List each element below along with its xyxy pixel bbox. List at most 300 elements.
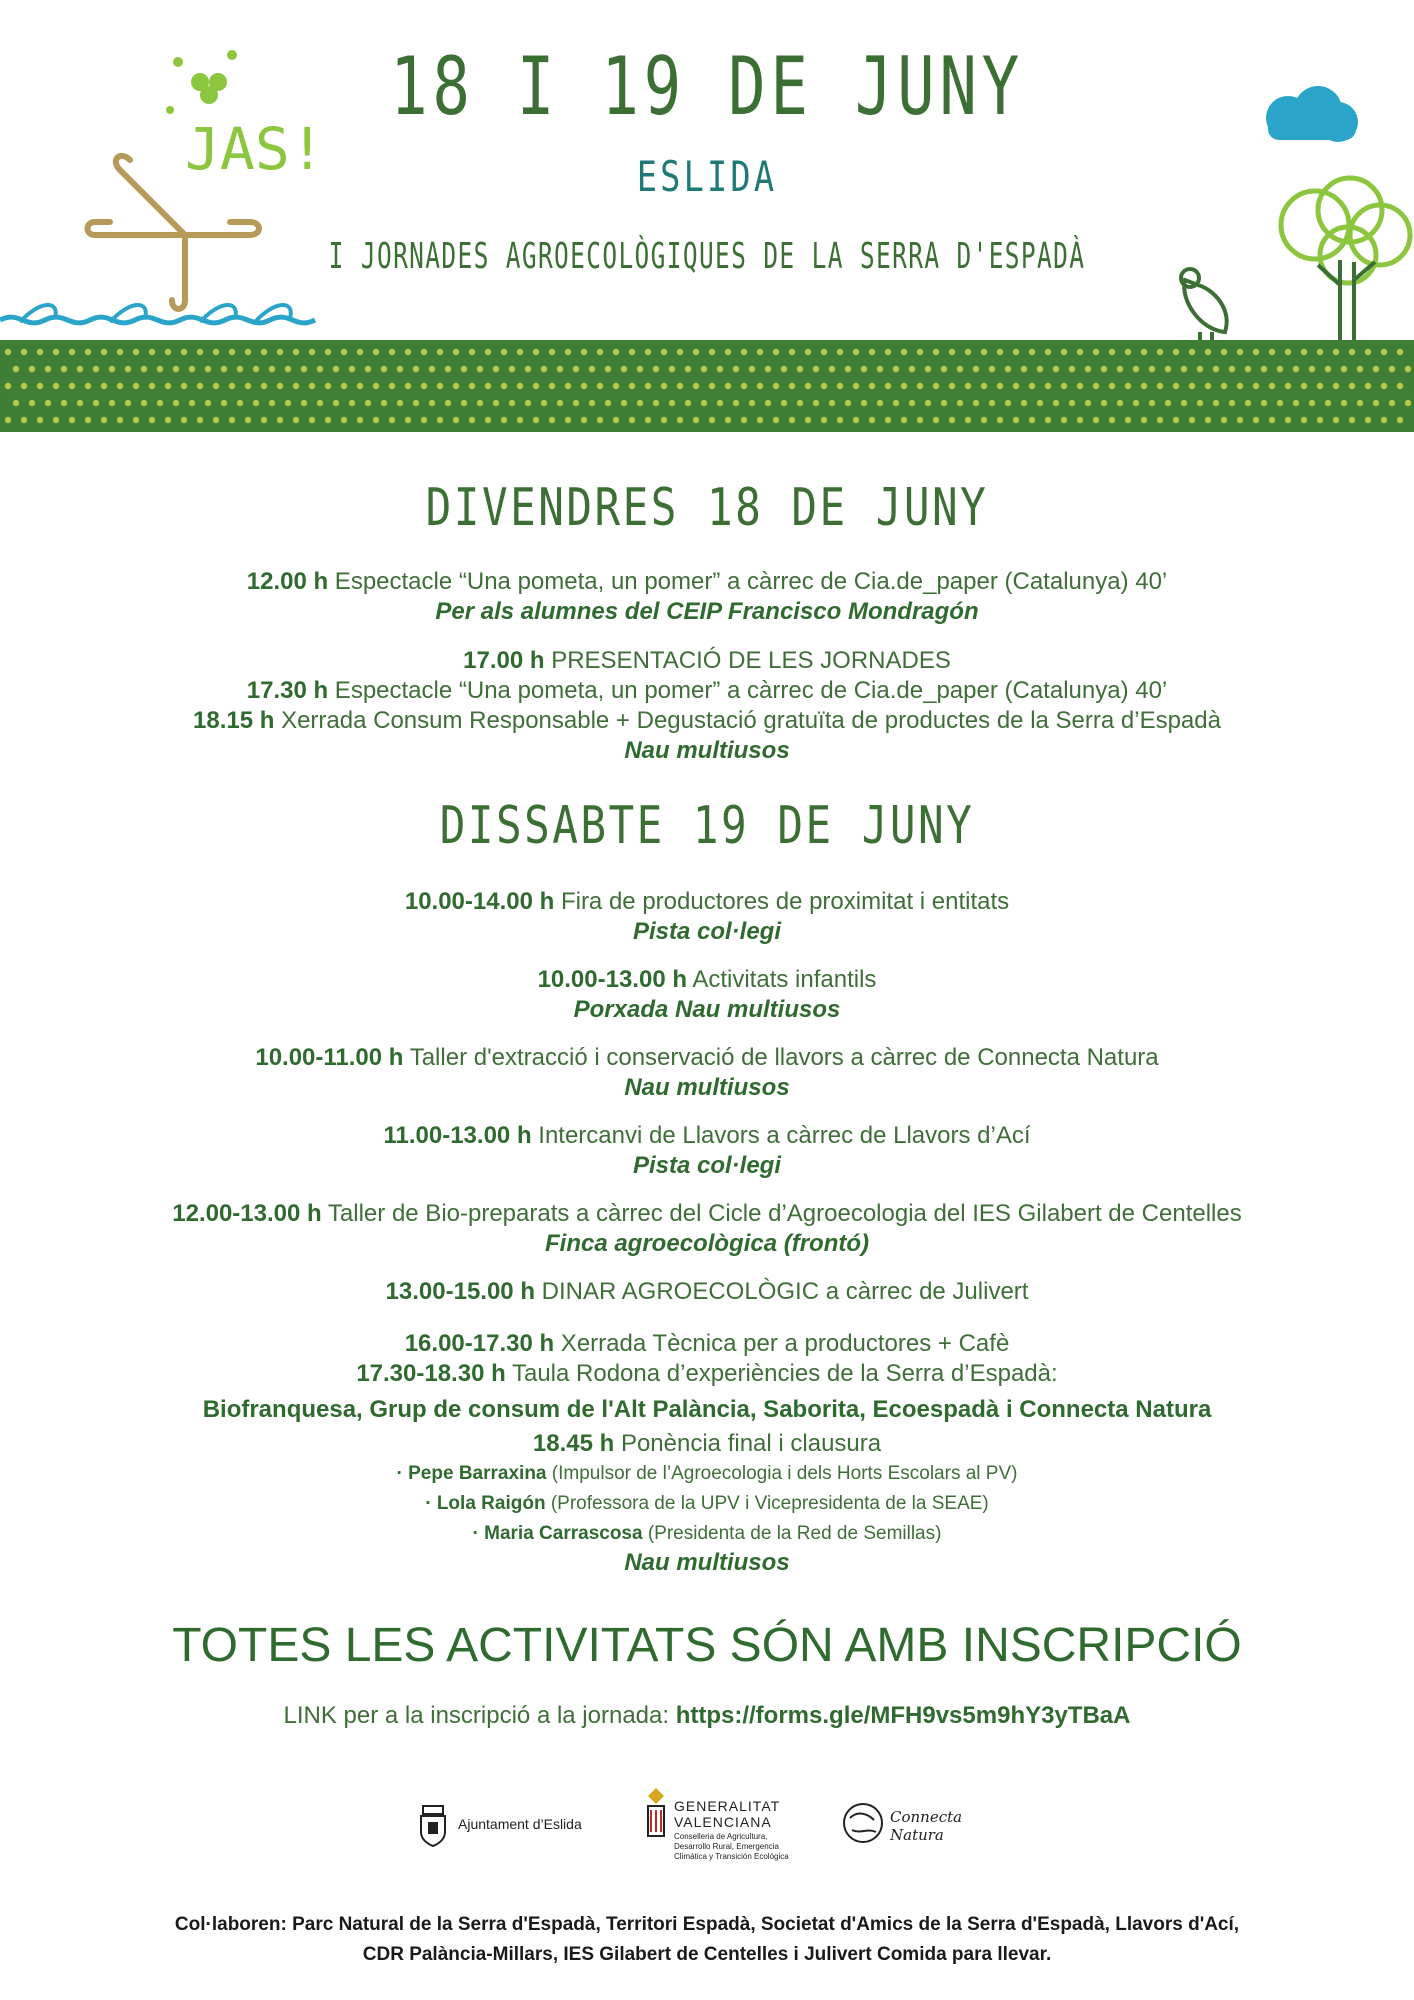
band-dot: [1293, 366, 1299, 372]
band-dot: [693, 349, 699, 355]
saturday-location: Nau multiusos: [624, 1074, 790, 1101]
band-dot: [589, 366, 595, 372]
band-dot: [293, 349, 299, 355]
band-dot: [509, 400, 515, 406]
band-dot: [213, 383, 219, 389]
band-dot: [461, 400, 467, 406]
band-dot: [1173, 349, 1179, 355]
band-dot: [725, 383, 731, 389]
band-dot: [813, 400, 819, 406]
band-dot: [981, 417, 987, 423]
band-dot: [1317, 417, 1323, 423]
band-dot: [1293, 400, 1299, 406]
band-dot: [965, 349, 971, 355]
band-dot: [629, 349, 635, 355]
saturday-item: 11.00-13.00 h Intercanvi de Llavors a càrrec de Llavors d’Ací: [383, 1122, 1031, 1149]
band-dot: [253, 400, 259, 406]
band-dot: [773, 383, 779, 389]
band-dot: [501, 417, 507, 423]
band-dot: [789, 383, 795, 389]
band-dot: [653, 400, 659, 406]
band-dot: [1269, 417, 1275, 423]
band-dot: [981, 383, 987, 389]
band-dot: [165, 383, 171, 389]
band-dot: [325, 349, 331, 355]
band-dot: [101, 349, 107, 355]
band-dot: [1029, 349, 1035, 355]
band-dot: [365, 400, 371, 406]
saturday-item: 13.00-15.00 h DINAR AGROECOLÒGIC a càrrec de Julivert: [385, 1278, 1029, 1305]
band-dot: [1189, 383, 1195, 389]
band-dot: [397, 366, 403, 372]
band-dot: [925, 366, 931, 372]
band-dot: [1109, 349, 1115, 355]
saturday-item: 10.00-11.00 h Taller d'extracció i conservació de llavors a càrrec de Connecta Natura: [255, 1044, 1159, 1071]
band-dot: [53, 417, 59, 423]
band-dot: [1181, 400, 1187, 406]
band-dot: [613, 383, 619, 389]
band-dot: [629, 383, 635, 389]
band-dot: [661, 417, 667, 423]
band-dot: [845, 366, 851, 372]
band-dot: [1141, 383, 1147, 389]
band-dot: [1349, 383, 1355, 389]
band-dot: [1333, 383, 1339, 389]
band-dot: [581, 417, 587, 423]
band-dot: [245, 383, 251, 389]
band-dot: [165, 349, 171, 355]
band-dot: [645, 349, 651, 355]
band-dot: [1037, 366, 1043, 372]
saturday-item: 10.00-14.00 h Fira de productores de proximitat i entitats: [404, 888, 1010, 915]
band-dot: [909, 366, 915, 372]
band-dot: [613, 417, 619, 423]
band-dot: [1205, 349, 1211, 355]
band-dot: [909, 400, 915, 406]
band-dot: [725, 417, 731, 423]
band-dot: [597, 349, 603, 355]
band-dot: [605, 400, 611, 406]
band-dot: [493, 400, 499, 406]
band-dot: [301, 400, 307, 406]
band-dot: [357, 417, 363, 423]
band-dot: [829, 400, 835, 406]
band-dot: [1229, 366, 1235, 372]
band-dot: [29, 400, 35, 406]
band-dot: [1013, 349, 1019, 355]
band-dot: [437, 417, 443, 423]
band-dot: [333, 400, 339, 406]
band-dot: [525, 400, 531, 406]
band-dot: [237, 366, 243, 372]
band-dot: [1357, 366, 1363, 372]
band-dot: [1125, 383, 1131, 389]
band-dot: [485, 349, 491, 355]
band-dot: [533, 349, 539, 355]
band-dot: [1357, 400, 1363, 406]
band-dot: [597, 417, 603, 423]
band-dot: [1333, 417, 1339, 423]
generalitat-logo: [644, 1786, 824, 1866]
band-dot: [581, 349, 587, 355]
band-dot: [1253, 383, 1259, 389]
band-dot: [549, 349, 555, 355]
band-dot: [5, 417, 11, 423]
band-dot: [1389, 366, 1395, 372]
band-dot: [517, 383, 523, 389]
band-dot: [509, 366, 515, 372]
band-dot: [1077, 417, 1083, 423]
band-dot: [1117, 366, 1123, 372]
band-dot: [69, 417, 75, 423]
gv-line2: VALENCIANA: [674, 1814, 772, 1830]
band-dot: [501, 383, 507, 389]
band-dot: [189, 400, 195, 406]
band-dot: [1325, 400, 1331, 406]
band-dot: [1125, 349, 1131, 355]
band-dot: [653, 366, 659, 372]
band-dot: [1165, 400, 1171, 406]
band-dot: [941, 366, 947, 372]
band-dot: [21, 383, 27, 389]
gv-sub2: Desarrollo Rural, Emergencia: [674, 1842, 779, 1851]
speaker: · Pepe Barraxina (Impulsor de l’Agroecologia i dels Horts Escolars al PV): [396, 1463, 1018, 1484]
saturday-location: Pista col·legi: [632, 918, 782, 945]
band-dot: [853, 417, 859, 423]
band-dot: [1261, 400, 1267, 406]
roundtable-participants: Biofranquesa, Grup de consum de l'Alt Palància, Saborita, Ecoespadà i Connecta Natura: [202, 1396, 1212, 1423]
band-dot: [341, 383, 347, 389]
saturday-item: 18.45 h Ponència final i clausura: [532, 1430, 882, 1457]
band-dot: [1157, 383, 1163, 389]
band-dot: [749, 366, 755, 372]
friday-item: 17.00 h PRESENTACIÓ DE LES JORNADES: [463, 647, 951, 674]
band-dot: [197, 383, 203, 389]
band-dot: [1165, 366, 1171, 372]
band-dot: [1029, 383, 1035, 389]
band-dot: [541, 400, 547, 406]
band-dot: [1341, 400, 1347, 406]
band-dot: [1125, 417, 1131, 423]
band-dot: [165, 417, 171, 423]
connecta-line2: Natura: [890, 1826, 944, 1844]
band-dot: [205, 366, 211, 372]
band-dot: [837, 349, 843, 355]
band-dot: [645, 417, 651, 423]
band-dot: [261, 383, 267, 389]
band-dot: [149, 417, 155, 423]
band-dot: [1045, 417, 1051, 423]
band-dot: [853, 383, 859, 389]
band-dot: [397, 400, 403, 406]
band-dot: [1381, 349, 1387, 355]
band-dot: [1237, 417, 1243, 423]
band-dot: [21, 349, 27, 355]
band-dot: [1253, 349, 1259, 355]
band-dot: [309, 383, 315, 389]
band-dot: [285, 366, 291, 372]
band-dot: [933, 417, 939, 423]
gv-line1: GENERALITAT: [674, 1798, 781, 1814]
band-dot: [77, 400, 83, 406]
band-dot: [1277, 366, 1283, 372]
band-dot: [837, 383, 843, 389]
gv-sub3: Climática y Transición Ecológica: [674, 1852, 789, 1861]
band-dot: [877, 400, 883, 406]
band-dot: [453, 417, 459, 423]
band-dot: [765, 400, 771, 406]
band-dot: [1229, 400, 1235, 406]
band-dot: [685, 400, 691, 406]
band-dot: [13, 366, 19, 372]
band-dot: [245, 417, 251, 423]
band-dot: [1101, 366, 1107, 372]
connecta-line1: Connecta: [890, 1808, 963, 1826]
band-dot: [157, 400, 163, 406]
band-dot: [1205, 417, 1211, 423]
band-dot: [957, 366, 963, 372]
band-dot: [469, 383, 475, 389]
event-place: ESLIDA: [636, 152, 778, 201]
band-dot: [205, 400, 211, 406]
speaker: · Maria Carrascosa (Presidenta de la Red de Semillas): [472, 1523, 942, 1544]
band-dot: [1277, 400, 1283, 406]
band-dot: [1133, 366, 1139, 372]
band-dot: [141, 366, 147, 372]
friday-item: 17.30 h Espectacle “Una pometa, un pomer” a càrrec de Cia.de_paper (Catalunya) 40’: [246, 677, 1168, 704]
band-dot: [781, 400, 787, 406]
band-dot: [373, 349, 379, 355]
friday-item: 18.15 h Xerrada Consum Responsable + Degustació gratuïta de productes de la Serra d’Espadà: [193, 707, 1221, 734]
band-dot: [565, 417, 571, 423]
band-dot: [253, 366, 259, 372]
band-dot: [853, 349, 859, 355]
band-dot: [1309, 366, 1315, 372]
friday-item: 12.00 h Espectacle “Una pometa, un pomer” a càrrec de Cia.de_paper (Catalunya) 40’: [246, 568, 1168, 595]
coat-of-arms-icon: [418, 1802, 448, 1848]
band-dot: [309, 349, 315, 355]
band-dot: [357, 383, 363, 389]
band-dot: [333, 366, 339, 372]
band-dot: [117, 417, 123, 423]
band-dot: [445, 400, 451, 406]
band-dot: [813, 366, 819, 372]
band-dot: [1269, 383, 1275, 389]
band-dot: [893, 366, 899, 372]
band-dot: [733, 366, 739, 372]
band-dot: [965, 383, 971, 389]
band-dot: [1117, 400, 1123, 406]
band-dot: [477, 400, 483, 406]
footer-collaborators-2: CDR Palància-Millars, IES Gilabert de Centelles i Julivert Comida para llevar.: [362, 1944, 1052, 1965]
band-dot: [957, 400, 963, 406]
band-dot: [981, 349, 987, 355]
band-dot: [1069, 366, 1075, 372]
friday-location: Per als alumnes del CEIP Francisco Mondragón: [435, 598, 979, 625]
band-dot: [1109, 417, 1115, 423]
band-dot: [1245, 400, 1251, 406]
band-dot: [149, 349, 155, 355]
registration-link[interactable]: https://forms.gle/MFH9vs5m9hY3yTBaA: [675, 1702, 1131, 1729]
band-dot: [477, 366, 483, 372]
band-dot: [317, 366, 323, 372]
band-dot: [789, 349, 795, 355]
band-dot: [1373, 366, 1379, 372]
band-dot: [261, 349, 267, 355]
band-dot: [69, 383, 75, 389]
band-dot: [741, 383, 747, 389]
band-dot: [917, 417, 923, 423]
band-dot: [1077, 383, 1083, 389]
band-dot: [269, 400, 275, 406]
band-dot: [1053, 366, 1059, 372]
band-dot: [893, 400, 899, 406]
band-dot: [421, 383, 427, 389]
band-dot: [389, 383, 395, 389]
band-dot: [485, 383, 491, 389]
band-dot: [1397, 383, 1403, 389]
band-dot: [405, 349, 411, 355]
band-dot: [965, 417, 971, 423]
generalitat-emblem-icon: [644, 1786, 668, 1846]
saturday-location: Porxada Nau multiusos: [573, 996, 841, 1023]
band-dot: [1157, 417, 1163, 423]
band-dot: [341, 349, 347, 355]
band-dot: [181, 349, 187, 355]
band-dot: [637, 366, 643, 372]
band-dot: [1189, 349, 1195, 355]
band-dot: [765, 366, 771, 372]
band-dot: [773, 417, 779, 423]
band-dot: [221, 366, 227, 372]
band-dot: [1213, 400, 1219, 406]
band-dot: [869, 349, 875, 355]
band-dot: [557, 400, 563, 406]
band-dot: [1149, 366, 1155, 372]
band-dot: [1101, 400, 1107, 406]
band-dot: [669, 400, 675, 406]
band-dot: [685, 366, 691, 372]
band-dot: [933, 349, 939, 355]
band-dot: [1029, 417, 1035, 423]
band-dot: [661, 383, 667, 389]
friday-location: Nau multiusos: [624, 737, 790, 764]
band-dot: [133, 383, 139, 389]
band-dot: [757, 383, 763, 389]
band-dot: [189, 366, 195, 372]
band-dot: [277, 417, 283, 423]
band-dot: [1365, 383, 1371, 389]
band-dot: [341, 417, 347, 423]
band-dot: [1061, 417, 1067, 423]
band-dot: [997, 349, 1003, 355]
band-dot: [525, 366, 531, 372]
band-dot: [1309, 400, 1315, 406]
band-dot: [293, 383, 299, 389]
band-dot: [1245, 366, 1251, 372]
band-dot: [37, 349, 43, 355]
band-dot: [1093, 349, 1099, 355]
band-dot: [1133, 400, 1139, 406]
band-dot: [493, 366, 499, 372]
band-dot: [1021, 366, 1027, 372]
band-dot: [181, 417, 187, 423]
band-dot: [989, 400, 995, 406]
band-dot: [357, 349, 363, 355]
saturday-item: 12.00-13.00 h Taller de Bio-preparats a càrrec del Cicle d’Agroecologia del IES Gilabert de Centelles: [172, 1200, 1242, 1227]
band-dot: [325, 383, 331, 389]
band-dot: [1397, 417, 1403, 423]
band-dot: [1085, 366, 1091, 372]
band-dot: [1005, 400, 1011, 406]
band-dot: [725, 349, 731, 355]
band-dot: [637, 400, 643, 406]
band-dot: [597, 383, 603, 389]
band-dot: [45, 400, 51, 406]
band-dot: [229, 349, 235, 355]
band-dot: [989, 366, 995, 372]
band-dot: [1173, 383, 1179, 389]
band-dot: [709, 349, 715, 355]
band-dot: [453, 383, 459, 389]
band-dot: [413, 400, 419, 406]
band-dot: [1141, 417, 1147, 423]
band-dot: [1013, 417, 1019, 423]
band-dot: [717, 400, 723, 406]
band-dot: [885, 417, 891, 423]
band-dot: [781, 366, 787, 372]
band-dot: [757, 349, 763, 355]
band-dot: [1213, 366, 1219, 372]
band-dot: [29, 366, 35, 372]
band-dot: [1045, 383, 1051, 389]
band-dot: [349, 400, 355, 406]
band-dot: [197, 417, 203, 423]
band-dot: [1237, 383, 1243, 389]
event-dates: 18 I 19 DE JUNY: [390, 40, 1024, 133]
band-dot: [149, 383, 155, 389]
band-dot: [885, 349, 891, 355]
band-dot: [1181, 366, 1187, 372]
saturday-location: Finca agroecològica (frontó): [544, 1230, 870, 1257]
band-dot: [77, 366, 83, 372]
band-dot: [1301, 383, 1307, 389]
band-dot: [789, 417, 795, 423]
band-dot: [677, 349, 683, 355]
band-dot: [717, 366, 723, 372]
band-dot: [1301, 417, 1307, 423]
band-dot: [461, 366, 467, 372]
band-dot: [381, 366, 387, 372]
band-dot: [901, 349, 907, 355]
band-dot: [757, 417, 763, 423]
band-dot: [21, 417, 27, 423]
band-dot: [589, 400, 595, 406]
band-dot: [821, 417, 827, 423]
band-dot: [1221, 349, 1227, 355]
band-dot: [5, 349, 11, 355]
band-dot: [101, 417, 107, 423]
band-dot: [445, 366, 451, 372]
band-dot: [133, 349, 139, 355]
band-dot: [261, 417, 267, 423]
band-dot: [213, 417, 219, 423]
band-dot: [173, 366, 179, 372]
band-dot: [645, 383, 651, 389]
saturday-heading: DISSABTE 19 DE JUNY: [439, 796, 975, 856]
band-dot: [285, 400, 291, 406]
registration-link-line: [0, 1702, 1414, 1730]
